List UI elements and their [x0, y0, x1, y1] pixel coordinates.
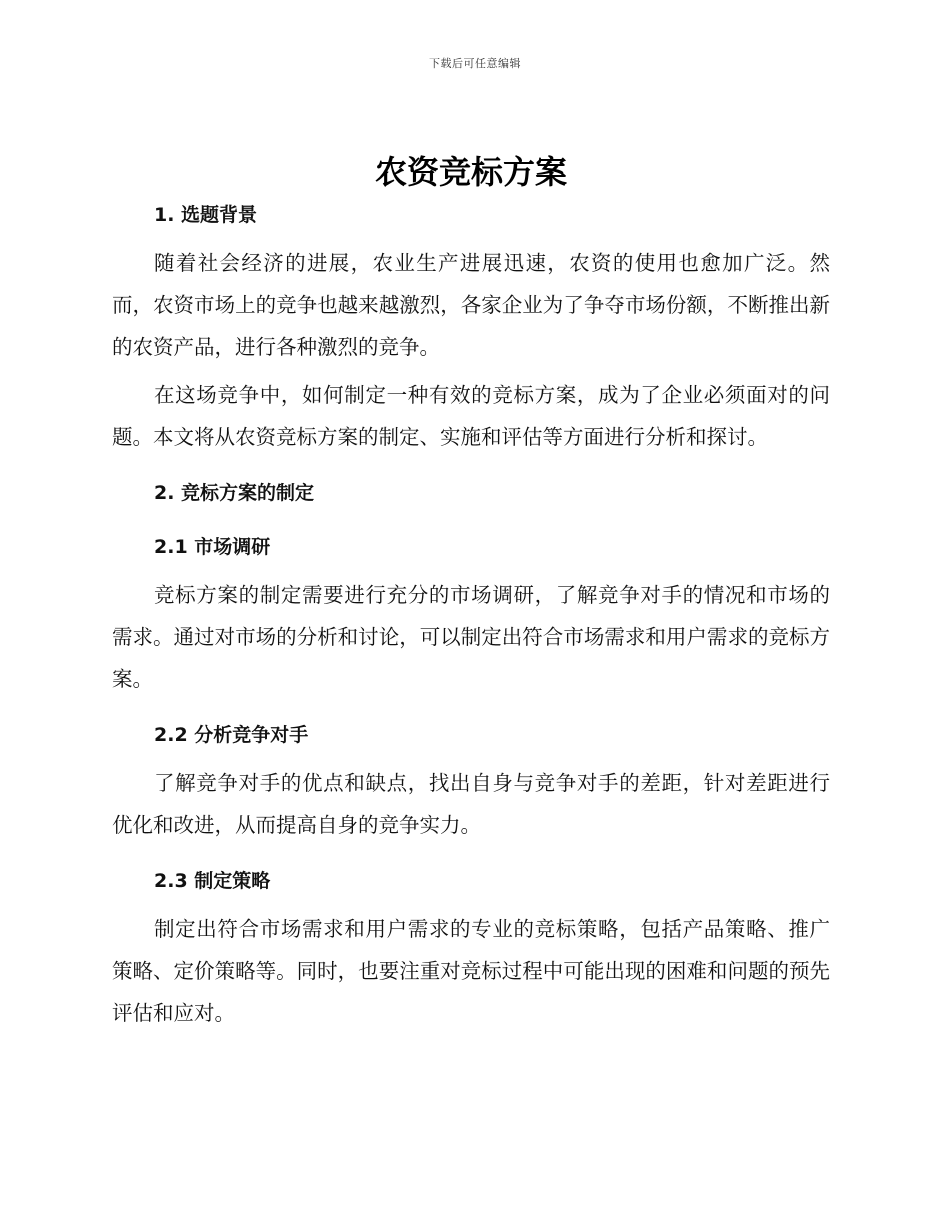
document-title: 农资竞标方案 — [374, 153, 567, 191]
section-heading-competitor-analysis: 2.2 分析竞争对手 — [154, 724, 309, 746]
paragraph-market-research: 竞标方案的制定需要进行充分的市场调研，了解竞争对手的情况和市场的需求。通过对市场的分析和讨论，可以制定出符合市场需求和用户需求的竞标方案。 — [112, 583, 830, 691]
paragraph-background-2: 在这场竞争中，如何制定一种有效的竞标方案，成为了企业必须面对的问题。本文将从农资竞标方案的制定、实施和评估等方面进行分析和探讨。 — [112, 383, 830, 449]
section-heading-plan: 2. 竞标方案的制定 — [154, 482, 315, 504]
section-heading-market-research: 2.1 市场调研 — [154, 536, 271, 558]
paragraph-strategy: 制定出符合市场需求和用户需求的专业的竞标策略，包括产品策略、推广策略、定价策略等。同时，也要注重对竞标过程中可能出现的困难和问题的预先评估和应对。 — [112, 917, 830, 1025]
document-body — [112, 148, 830, 1034]
section-heading-strategy: 2.3 制定策略 — [154, 870, 271, 892]
paragraph-competitor-analysis: 了解竞争对手的优点和缺点，找出自身与竞争对手的差距，针对差距进行优化和改进，从而提高自身的竞争实力。 — [112, 771, 830, 837]
section-heading-background: 1. 选题背景 — [154, 204, 258, 226]
paragraph-background-1: 随着社会经济的进展，农业生产进展迅速，农资的使用也愈加广泛。然而，农资市场上的竞争也越来越激烈，各家企业为了争夺市场份额，不断推出新的农资产品，进行各种激烈的竞争。 — [112, 251, 830, 359]
page-header-note: 下载后可任意编辑 — [429, 57, 521, 70]
